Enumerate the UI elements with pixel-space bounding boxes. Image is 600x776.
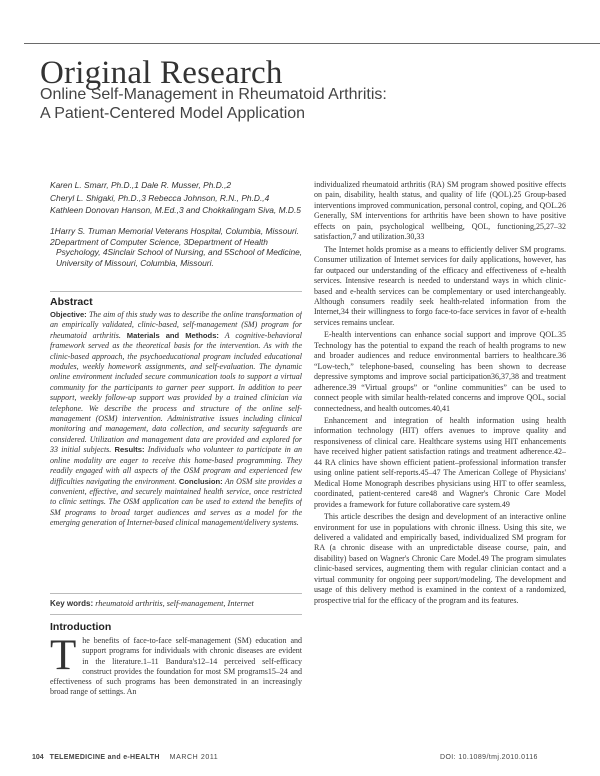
results-text: Individuals who volunteer to participate in an online modality are eager to receive this home-based programming. They readily engaged with all aspects of the OSM program and experienced few difficulties navigating the environment. xyxy=(50,445,302,486)
journal-name: TELEMEDICINE and e-HEALTH xyxy=(49,754,160,761)
abstract-top-rule xyxy=(50,291,302,292)
keywords-text: rheumatoid arthritis, self-management, Internet xyxy=(93,599,254,608)
objective-label: Objective: xyxy=(50,310,87,319)
affiliations xyxy=(50,226,303,268)
paragraph: individualized rheumatoid arthritis (RA) SM program showed positive effects on pain, disability, health status, and quality of life (QOL).25 Group-based interventions improved communication, personal control, coping, and QOL.26 Generally, SM interventions for arthritis have been shown to have positive effects on pain, psychological wellbeing, QOL, functioning,25,27–32 satisfaction,7 and utilization.30,33 xyxy=(314,180,566,242)
paragraph: Enhancement and integration of health information using health information technology (HIT) offers avenues to improve quality and responsiveness of clinical care. Healthcare systems using HIT enhancements have received higher patient satisfaction ratings and treatment adherence.42–44 RA clinics have shown efficient patient–professional information transfer using online patient self-reports.45–47 The American College of Physicians' Medical Home Monograph describes physicians using HIT to offer seamless, coordinated, patient-centered care48 and Wagner's Chronic Care Model provides a framework for future collaborative care system.49 xyxy=(314,415,566,509)
affiliation-line: 2Department of Computer Science, 3Department of Health xyxy=(50,236,268,247)
conclusion-text: An OSM site provides a convenient, effective, and securely maintained health service, once restricted to clinic settings. The OSM application can be used to extend the benefits of SM programs to broad target audiences and serves as a model for the emerging generation of Internet-based clinical management/delivery systems. xyxy=(50,476,302,528)
affiliation-line: Psychology, 4Sinclair School of Nursing, and 5School of Medicine, xyxy=(56,247,303,257)
intro-heading: Introduction xyxy=(50,621,112,633)
keywords-label: Key words: xyxy=(50,599,94,608)
section-label: Original Research xyxy=(40,55,283,91)
conclusion-label: Conclusion: xyxy=(178,476,223,486)
drop-cap: T xyxy=(50,636,77,679)
results-label: Results: xyxy=(114,445,145,455)
keywords-rule xyxy=(50,614,302,615)
issue-date: MARCH 2011 xyxy=(169,754,219,761)
affiliation-line: University of Missouri, Columbia, Missouri. xyxy=(56,257,214,268)
paragraph: E-health interventions can enhance social support and improve QOL.35 Technology has the potential to expand the reach of health programs to new and broader audiences and reduce environmental barriers to healthcare.36 “Low-tech,” telephone-based, counseling has been shown to decrease depressive symptoms and improve social participation36,37,38 and treatment adherence.39 “Virtual groups” or “online communities” can be used to connect people with similar health-related concerns and improve QOL, social connectedness, and health outcomes.40,41 xyxy=(314,330,566,413)
intro-body xyxy=(50,636,302,744)
paragraph: This article describes the design and development of an interactive online environment for use in populations with chronic illness. Using this site, we delivered a validated and empirically based, individualized SM program for RA (a chronic disease with an unpredictable disease course, pain, and disability) based on Wagner's Chronic Care Model.49 The program simulates clinic-based services, augmenting them with regular clinician contact and a virtual community for ongoing peer support/modeling. The development and usage of this delivery method is examined in the context of a randomized, prospective trial for the efficacy of the program and its features. xyxy=(314,512,566,605)
abstract-body xyxy=(50,310,302,570)
objective-text: The aim of this study was to describe the online transformation of an empirically validated, clinic-based, self-management (SM) program for rheumatoid arthritis. xyxy=(50,310,302,340)
methods-text: A cognitive-behavioral framework served as the theoretical basis for the intervention. As with the clinic-based approach, the psychoeducational program included educational modules, weekly homework assignments, and self-evaluation. The dynamic online environment included secure communication tools to support a virtual community for the participants to garner peer support. In addition to peer support, weekly follow-up support was provided by a trained clinician via telephone. We describe the process and structure of the online self-management (OSM) intervention. Administrative issues including clinical monitoring and management, data collection, and security safeguards are considered. Utilization and management data are provided and explored for 33 initial subjects. xyxy=(50,330,302,455)
paragraph: The Internet holds promise as a means to efficiently deliver SM programs. Consumer utilization of Internet services for daily applications, however, has far outpaced our understanding of the efficacy and effectiveness of e-health services. Intensive research is needed to understand ways in which clinic-based and e-health services can be complementary or used interchangeably. Although consumers readily seek health-related information from the Internet,34 their willingness to forgo face-to-face services in favor of e-health services remains unclear. xyxy=(314,244,566,327)
author-list xyxy=(50,179,300,217)
author-line: Kathleen Donovan Hanson, M.Ed.,3 and Chokkalingam Siva, M.D.5 xyxy=(50,205,301,216)
author-line: Cheryl L. Shigaki, Ph.D.,3 Rebecca Johnson, R.N., Ph.D.,4 xyxy=(50,192,270,203)
author-line: Karen L. Smarr, Ph.D.,1 Dale R. Musser, Ph.D.,2 xyxy=(50,180,232,190)
page-number: 104 xyxy=(32,754,44,761)
abstract-heading: Abstract xyxy=(50,296,93,308)
intro-text: he benefits of face-to-face self-management (SM) education and support programs for individuals with chronic diseases are evident in the literature.1–11 Bandura's12–14 perceived self-efficacy construct provides the foundation for most SM programs15–24 and effectiveness of such programs has been demonstrated in an increasingly broad range of settings. An xyxy=(50,636,302,697)
page-footer xyxy=(32,754,218,761)
doi: DOI: 10.1089/tmj.2010.0116 xyxy=(440,754,538,761)
top-rule xyxy=(24,43,600,44)
keywords xyxy=(50,599,302,608)
article-title xyxy=(40,85,387,123)
affiliation-line: 1Harry S. Truman Memorial Veterans Hospital, Columbia, Missouri. xyxy=(50,226,299,236)
right-column xyxy=(314,180,566,724)
abstract-bottom-rule xyxy=(50,593,302,594)
title-line: Online Self-Management in Rheumatoid Arthritis: xyxy=(40,86,387,103)
methods-label: Materials and Methods: xyxy=(126,330,219,340)
title-line: A Patient-Centered Model Application xyxy=(40,105,306,122)
